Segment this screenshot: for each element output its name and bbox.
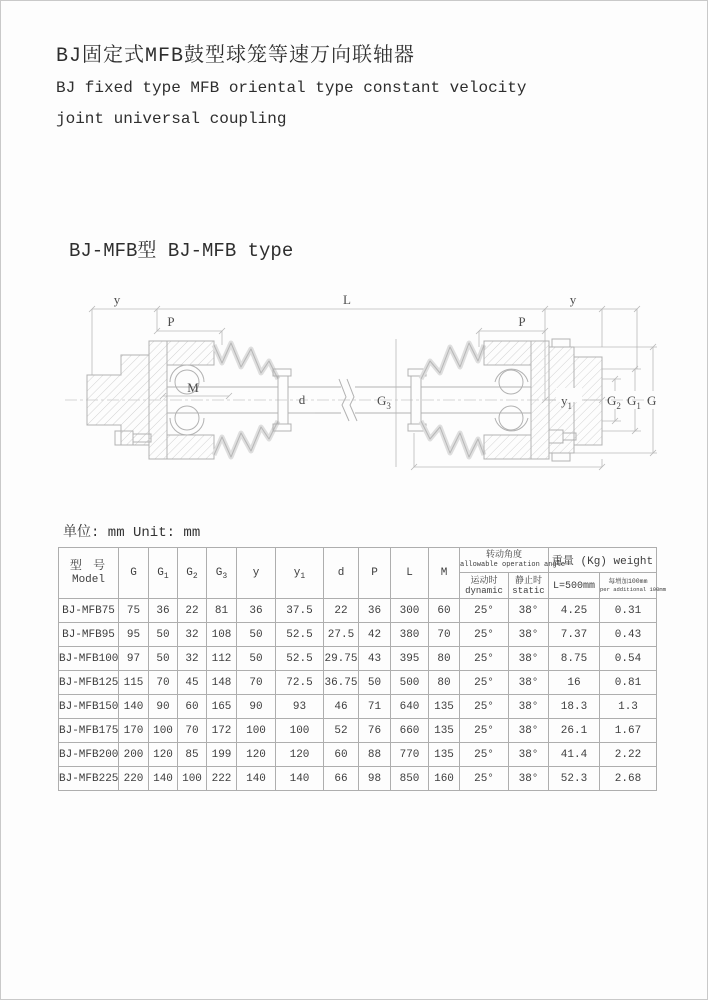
col-header-G1: $G_1$	[149, 548, 178, 599]
cell: 70	[149, 671, 178, 695]
cell: 36	[149, 599, 178, 623]
cell: 100	[276, 719, 324, 743]
cell: 45	[178, 671, 207, 695]
dim-label-L: L	[343, 292, 351, 307]
table-row	[59, 719, 657, 743]
cell: 37.5	[276, 599, 324, 623]
cell: 36	[359, 599, 391, 623]
cell: 26.1	[549, 719, 600, 743]
cell: 1.67	[600, 719, 657, 743]
cell: 38°	[509, 719, 549, 743]
cell-model: BJ-MFB175	[59, 719, 119, 743]
cell: 199	[207, 743, 237, 767]
cell: 52.5	[276, 623, 324, 647]
dim-label-M: M	[187, 380, 199, 395]
cell: 140	[149, 767, 178, 791]
dim-label-P-right: P	[518, 314, 526, 329]
cell: 7.37	[549, 623, 600, 647]
ball-bearing	[499, 406, 523, 430]
table-row	[59, 767, 657, 791]
cell: 100	[178, 767, 207, 791]
col-header-static: 静止时 static	[509, 573, 549, 599]
cell: 135	[429, 743, 460, 767]
table-row	[59, 599, 657, 623]
dim-label-y1: $y_1$	[561, 393, 572, 411]
cell: 80	[429, 647, 460, 671]
cell: 93	[276, 695, 324, 719]
cell: 0.81	[600, 671, 657, 695]
cell: 8.75	[549, 647, 600, 671]
table-row	[59, 623, 657, 647]
cell: 170	[119, 719, 149, 743]
cell: 90	[237, 695, 276, 719]
cell: 18.3	[549, 695, 600, 719]
cell: 380	[391, 623, 429, 647]
cell: 50	[359, 671, 391, 695]
col-header-L: L	[391, 548, 429, 599]
cell: 135	[429, 695, 460, 719]
cell: 38°	[509, 743, 549, 767]
cell: 22	[324, 599, 359, 623]
cell: 36.75	[324, 671, 359, 695]
cell: 66	[324, 767, 359, 791]
cell: 4.25	[549, 599, 600, 623]
cell: 120	[276, 743, 324, 767]
col-header-M: M	[429, 548, 460, 599]
cell: 160	[429, 767, 460, 791]
table-body	[59, 599, 657, 791]
cell-model: BJ-MFB150	[59, 695, 119, 719]
cell: 395	[391, 647, 429, 671]
col-header-d: d	[324, 548, 359, 599]
cell-model: BJ-MFB200	[59, 743, 119, 767]
cell: 0.31	[600, 599, 657, 623]
cell: 75	[119, 599, 149, 623]
cell: 70	[429, 623, 460, 647]
cell: 25°	[460, 671, 509, 695]
cell: 25°	[460, 719, 509, 743]
cell: 25°	[460, 695, 509, 719]
cell: 165	[207, 695, 237, 719]
cell: 42	[359, 623, 391, 647]
cell: 41.4	[549, 743, 600, 767]
cell: 135	[429, 719, 460, 743]
col-group-angle: 转动角度 allowable operation angle	[460, 548, 549, 573]
cell: 70	[237, 671, 276, 695]
cell: 43	[359, 647, 391, 671]
dim-label-P-left: P	[167, 314, 175, 329]
col-header-G3: $G_3$	[207, 548, 237, 599]
dim-label-d: d	[298, 392, 306, 407]
cell: 60	[324, 743, 359, 767]
col-header-weight-l500: L=500mm	[549, 573, 600, 599]
cell: 38°	[509, 767, 549, 791]
ball-bearing	[175, 406, 199, 430]
cell: 38°	[509, 671, 549, 695]
title-block	[56, 41, 526, 135]
cell: 80	[429, 671, 460, 695]
cell: 70	[178, 719, 207, 743]
cell: 25°	[460, 599, 509, 623]
cell: 32	[178, 647, 207, 671]
cell: 1.3	[600, 695, 657, 719]
col-header-P: P	[359, 548, 391, 599]
cell: 2.68	[600, 767, 657, 791]
table-row	[59, 743, 657, 767]
cell: 52	[324, 719, 359, 743]
cell-model: BJ-MFB225	[59, 767, 119, 791]
cell: 16	[549, 671, 600, 695]
cell: 140	[119, 695, 149, 719]
col-header-y: y	[237, 548, 276, 599]
cell: 36	[237, 599, 276, 623]
cell: 112	[207, 647, 237, 671]
cell: 50	[237, 647, 276, 671]
cell: 88	[359, 743, 391, 767]
cell: 25°	[460, 767, 509, 791]
cell: 500	[391, 671, 429, 695]
cell: 640	[391, 695, 429, 719]
cell: 850	[391, 767, 429, 791]
dim-label-G1: $G_1$	[627, 393, 641, 411]
cell: 32	[178, 623, 207, 647]
cell: 60	[178, 695, 207, 719]
cell: 100	[237, 719, 276, 743]
cell-model: BJ-MFB125	[59, 671, 119, 695]
cell: 0.54	[600, 647, 657, 671]
col-header-G2: $G_2$	[178, 548, 207, 599]
dim-label-G3: $G_3$	[377, 393, 391, 411]
cell: 38°	[509, 647, 549, 671]
cell: 46	[324, 695, 359, 719]
cell: 115	[119, 671, 149, 695]
cell: 50	[237, 623, 276, 647]
cell: 50	[149, 647, 178, 671]
cell: 25°	[460, 743, 509, 767]
cell: 71	[359, 695, 391, 719]
cell: 52.5	[276, 647, 324, 671]
cell: 172	[207, 719, 237, 743]
cell: 200	[119, 743, 149, 767]
cell: 90	[149, 695, 178, 719]
dim-label-y-right: y	[569, 292, 577, 307]
cell: 108	[207, 623, 237, 647]
cell: 148	[207, 671, 237, 695]
cell-model: BJ-MFB95	[59, 623, 119, 647]
col-header-y1: $y_1$	[276, 548, 324, 599]
table-row	[59, 671, 657, 695]
unit-note: 单位: mm Unit: mm	[63, 525, 201, 541]
technical-drawing	[59, 283, 661, 481]
type-subtitle: BJ-MFB型 BJ-MFB type	[69, 240, 294, 262]
cell: 38°	[509, 623, 549, 647]
dim-label-G: G	[647, 393, 657, 408]
cell: 72.5	[276, 671, 324, 695]
col-header-dynamic: 运动时 dynamic	[460, 573, 509, 599]
table-row	[59, 647, 657, 671]
cell: 220	[119, 767, 149, 791]
page-title-en-line2: joint universal coupling	[56, 110, 287, 128]
cell: 95	[119, 623, 149, 647]
cell: 60	[429, 599, 460, 623]
col-header-G: G	[119, 548, 149, 599]
cell: 25°	[460, 647, 509, 671]
cell: 100	[149, 719, 178, 743]
cell: 81	[207, 599, 237, 623]
cell: 27.5	[324, 623, 359, 647]
cell: 140	[276, 767, 324, 791]
cell: 0.43	[600, 623, 657, 647]
cell: 300	[391, 599, 429, 623]
cell: 50	[149, 623, 178, 647]
dimensions-table	[58, 547, 667, 791]
cell: 76	[359, 719, 391, 743]
cell-model: BJ-MFB100	[59, 647, 119, 671]
cell: 120	[237, 743, 276, 767]
col-header-weight-additional: 每增加100mm per additional 100mm	[600, 573, 657, 599]
cell: 22	[178, 599, 207, 623]
cell: 85	[178, 743, 207, 767]
cell: 29.75	[324, 647, 359, 671]
dim-label-y-left: y	[113, 292, 121, 307]
cell-model: BJ-MFB75	[59, 599, 119, 623]
ball-bearing	[499, 370, 523, 394]
cell: 2.22	[600, 743, 657, 767]
cell: 770	[391, 743, 429, 767]
cell: 97	[119, 647, 149, 671]
dim-label-G2: $G_2$	[607, 393, 621, 411]
cell: 140	[237, 767, 276, 791]
cell: 38°	[509, 599, 549, 623]
cell: 222	[207, 767, 237, 791]
table-row	[59, 695, 657, 719]
cell: 660	[391, 719, 429, 743]
col-group-weight: 重量 (Kg) weight	[549, 548, 657, 573]
col-header-model: 型 号 Model	[59, 548, 119, 599]
cell: 25°	[460, 623, 509, 647]
page-title-en-line1: BJ fixed type MFB oriental type constant velocity	[56, 79, 527, 97]
cell: 120	[149, 743, 178, 767]
page-title-zh: BJ固定式MFB鼓型球笼等速万向联轴器	[56, 45, 416, 68]
cell: 98	[359, 767, 391, 791]
cell: 52.3	[549, 767, 600, 791]
cell: 38°	[509, 695, 549, 719]
